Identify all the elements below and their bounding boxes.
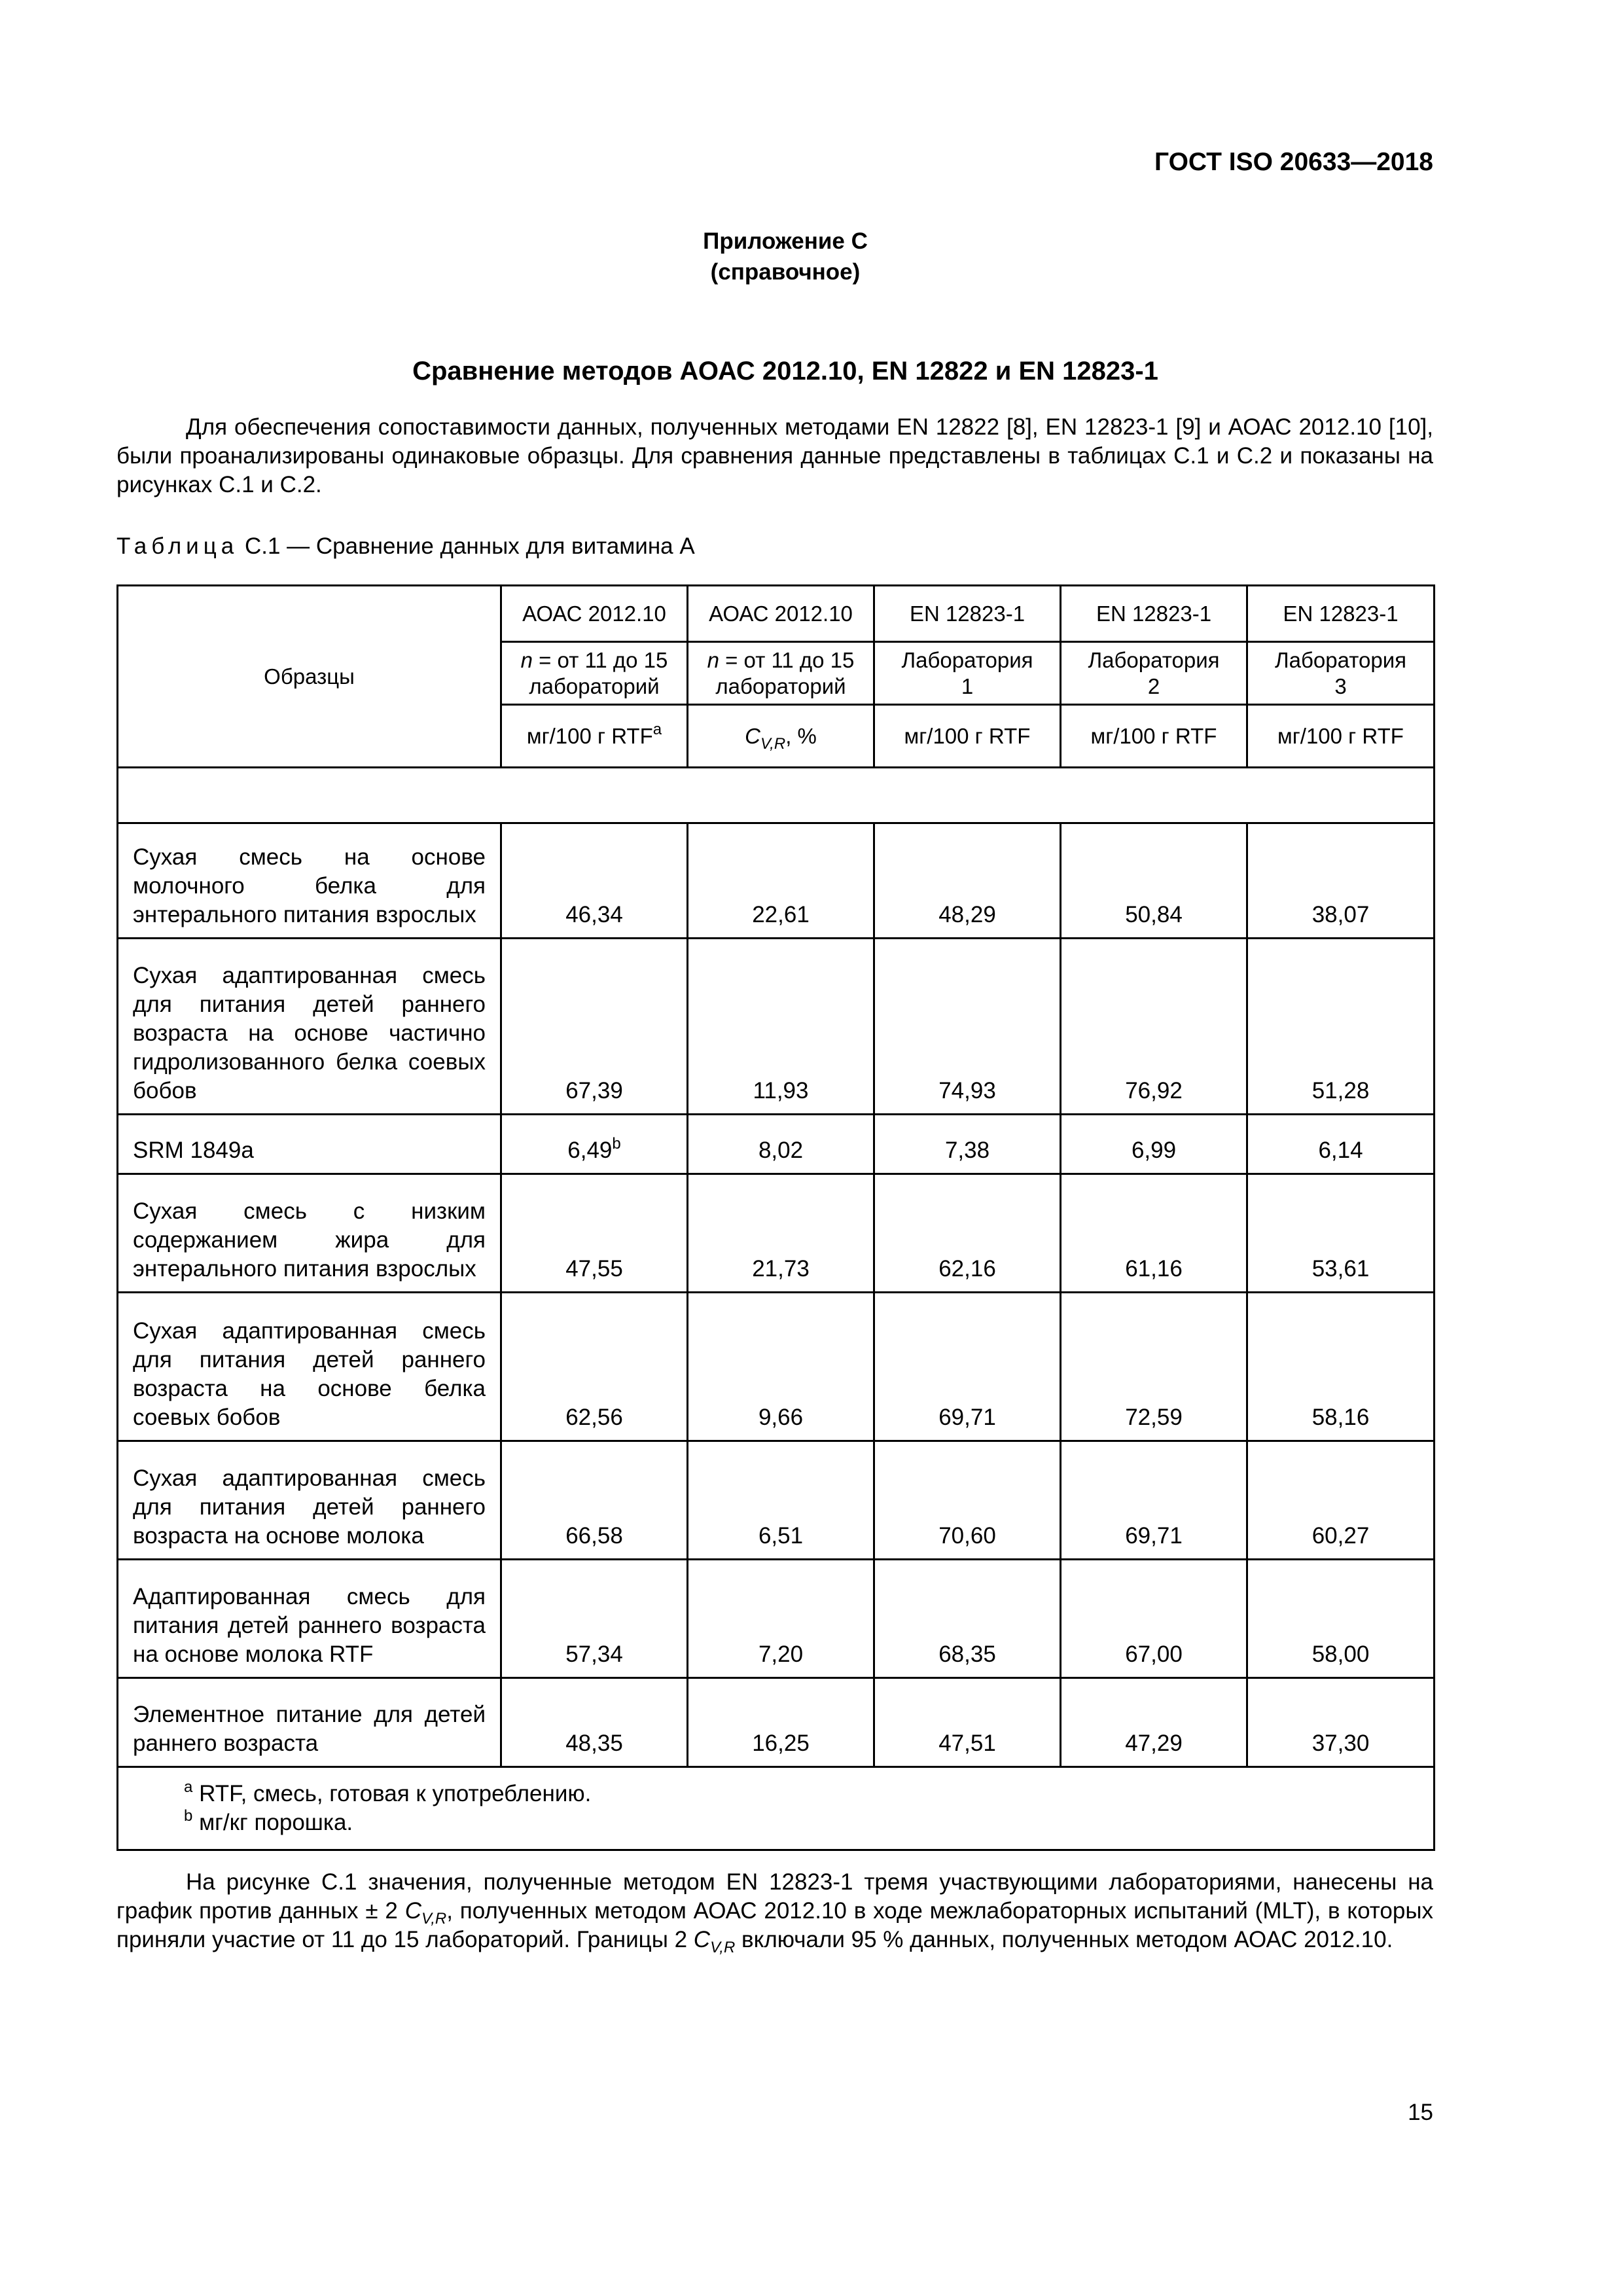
- labs-count-header: n = от 11 до 15 лабораторий: [688, 642, 874, 705]
- value-cell: 66,58: [501, 1441, 688, 1560]
- sample-name: Сухая смесь на основе молочного белка для энтерального питания взрослых: [118, 823, 501, 939]
- page-number: 15: [1408, 2100, 1433, 2125]
- value-cell: 68,35: [874, 1560, 1061, 1678]
- sample-name: Сухая адаптированная смесь для питания детей раннего возраста на основе частично гидролизованного белка соевых бобов: [118, 939, 501, 1115]
- value-cell: 57,34: [501, 1560, 688, 1678]
- figure-description-paragraph: На рисунке С.1 значения, полученные методом EN 12823-1 тремя участвующими лабораториями, нанесены на график против данных ± 2 $C_{V,R}$, полученных методом АОАС 2012.10 в ходе межлабораторных испытаний (MLT), в которых приняли участие от 11 до 15 лабораторий. Границы 2 $C_{V,R}$ включали 95 % данных, полученных методом АОАС 2012.10.: [116, 1869, 1433, 1956]
- value-cell: 7,20: [688, 1560, 874, 1678]
- method-header: EN 12823-1: [1247, 586, 1435, 642]
- unit-header: мг/100 г RTF$^a$: [501, 705, 688, 768]
- value-cell: 60,27: [1247, 1441, 1435, 1560]
- unit-header: мг/100 г RTF: [874, 705, 1061, 768]
- value-cell: 58,16: [1247, 1293, 1435, 1441]
- value-cell: 62,56: [501, 1293, 688, 1441]
- value-cell: 67,00: [1061, 1560, 1247, 1678]
- table-caption: [116, 533, 695, 560]
- value-cell: 58,00: [1247, 1560, 1435, 1678]
- value-cell: 53,61: [1247, 1174, 1435, 1293]
- sample-name: SRM 1849a: [118, 1115, 501, 1174]
- value-cell: 8,02: [688, 1115, 874, 1174]
- value-cell: 47,29: [1061, 1678, 1247, 1767]
- section-heading: Сравнение методов АОАС 2012.10, EN 12822 и EN 12823-1: [412, 357, 1158, 386]
- value-cell: 69,71: [1061, 1441, 1247, 1560]
- value-cell: 16,25: [688, 1678, 874, 1767]
- value-cell: 72,59: [1061, 1293, 1247, 1441]
- footnote: $^a$ RTF, смесь, готовая к употреблению.: [184, 1778, 592, 1806]
- value-cell: 61,16: [1061, 1174, 1247, 1293]
- value-cell: 70,60: [874, 1441, 1061, 1560]
- method-header: АОАС 2012.10: [501, 586, 688, 642]
- value-cell: 67,39: [501, 939, 688, 1115]
- value-cell: 47,51: [874, 1678, 1061, 1767]
- sample-name: Элементное питание для детей раннего возраста: [118, 1678, 501, 1767]
- value-cell: 6,49$^b$: [501, 1115, 688, 1174]
- method-header: АОАС 2012.10: [688, 586, 874, 642]
- footnote: $^b$ мг/кг порошка.: [184, 1807, 353, 1835]
- value-cell: 47,55: [501, 1174, 688, 1293]
- method-header: EN 12823-1: [874, 586, 1061, 642]
- appendix-title: Приложение С: [703, 228, 868, 254]
- samples-header: Образцы: [118, 586, 501, 768]
- value-cell: 76,92: [1061, 939, 1247, 1115]
- vitamin-a-table: [116, 584, 1435, 1851]
- table-footnotes: [118, 1767, 1435, 1850]
- unit-header: мг/100 г RTF: [1061, 705, 1247, 768]
- table-caption-text: С.1 — Сравнение данных для витамина А: [244, 533, 695, 559]
- table-caption-word: Таблица: [116, 533, 239, 559]
- unit-header: мг/100 г RTF: [1247, 705, 1435, 768]
- value-cell: 11,93: [688, 939, 874, 1115]
- intro-paragraph: Для обеспечения сопоставимости данных, полученных методами EN 12822 [8], EN 12823-1 [9] и АОАС 2012.10 [10], были проанализированы одинаковые образцы. Для сравнения данные представлены в таблицах С.1 и С.2 и показаны на рисунках С.1 и С.2.: [116, 414, 1433, 497]
- value-cell: 74,93: [874, 939, 1061, 1115]
- value-cell: 22,61: [688, 823, 874, 939]
- lab-header: Лаборатория 2: [1061, 642, 1247, 705]
- value-cell: 48,29: [874, 823, 1061, 939]
- sample-name: Сухая адаптированная смесь для питания детей раннего возраста на основе молока: [118, 1441, 501, 1560]
- method-header: EN 12823-1: [1061, 586, 1247, 642]
- value-cell: 6,99: [1061, 1115, 1247, 1174]
- value-cell: 51,28: [1247, 939, 1435, 1115]
- sample-name: Сухая адаптированная смесь для питания детей раннего возраста на основе белка соевых бобов: [118, 1293, 501, 1441]
- sample-name: Адаптированная смесь для питания детей раннего возраста на основе молока RTF: [118, 1560, 501, 1678]
- value-cell: 46,34: [501, 823, 688, 939]
- value-cell: 37,30: [1247, 1678, 1435, 1767]
- value-cell: 6,14: [1247, 1115, 1435, 1174]
- lab-header: Лаборатория 1: [874, 642, 1061, 705]
- value-cell: 7,38: [874, 1115, 1061, 1174]
- document-code: ГОСТ ISO 20633—2018: [1154, 148, 1433, 176]
- lab-header: Лаборатория 3: [1247, 642, 1435, 705]
- value-cell: 50,84: [1061, 823, 1247, 939]
- value-cell: 48,35: [501, 1678, 688, 1767]
- cvr-header: $C_{V,R}$, %: [688, 705, 874, 768]
- value-cell: 21,73: [688, 1174, 874, 1293]
- value-cell: 9,66: [688, 1293, 874, 1441]
- value-cell: 38,07: [1247, 823, 1435, 939]
- labs-count-header: n = от 11 до 15 лабораторий: [501, 642, 688, 705]
- value-cell: 69,71: [874, 1293, 1061, 1441]
- appendix-subtitle: (справочное): [710, 259, 861, 285]
- appendix-heading: [0, 226, 1571, 287]
- value-cell: 62,16: [874, 1174, 1061, 1293]
- sample-name: Сухая смесь с низким содержанием жира для энтерального питания взрослых: [118, 1174, 501, 1293]
- value-cell: 6,51: [688, 1441, 874, 1560]
